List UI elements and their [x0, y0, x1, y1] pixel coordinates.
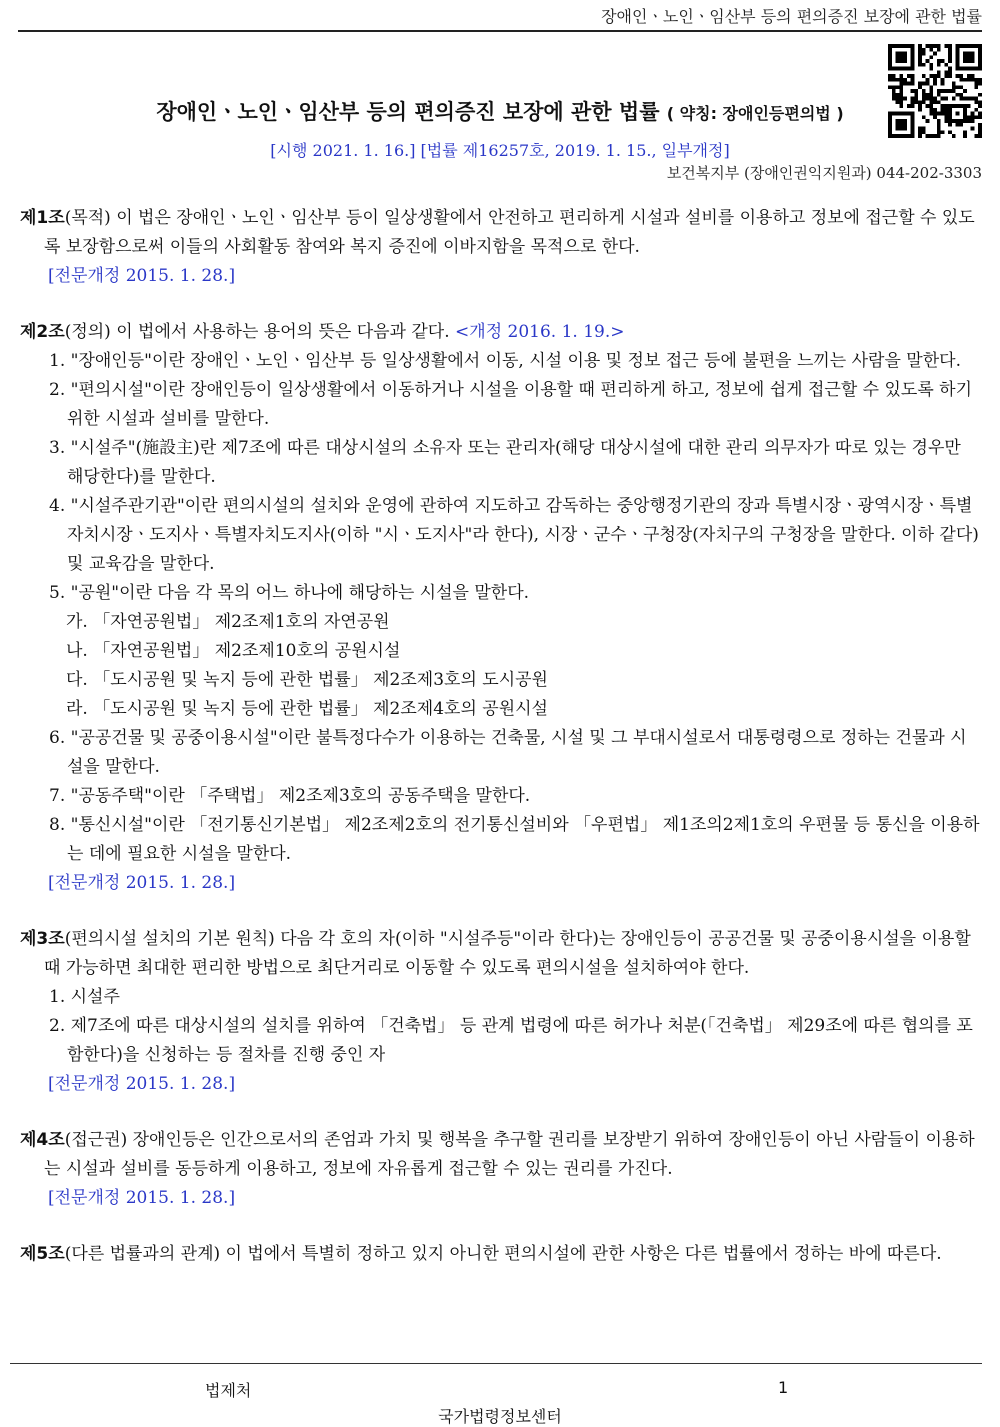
article-item: 6. "공공건물 및 공중이용시설"이란 불특정다수가 이용하는 건축물, 시설 및 그 부대시설로서 대통령령으로 정하는 건물과 시설을 말한다.: [49, 728, 967, 777]
article-body: [20, 925, 982, 983]
article-subitem: 라. 「도시공원 및 녹지 등에 관한 법률」 제2조제4호의 공원시설: [66, 699, 548, 719]
article-item: 8. "통신시설"이란 「전기통신기본법」 제2조제2호의 전기통신설비와 「우편법」 제1조의2제1호의 우편물 등 통신을 이용하는 데에 필요한 시설을 말한다.: [49, 815, 980, 864]
article-number: 제5조: [20, 1244, 65, 1264]
article-note: [전문개정 2015. 1. 28.]: [48, 873, 236, 893]
article-item: 3. "시설주"(施設主)란 제7조에 따른 대상시설의 소유자 또는 관리자(해당 대상시설에 대한 관리 의무자가 따로 있는 경우만 해당한다)를 말한다.: [49, 438, 961, 487]
article-subitem: 가. 「자연공원법」 제2조제1호의 자연공원: [66, 612, 390, 632]
article-2: [20, 318, 982, 898]
article-number: 제2조: [20, 322, 65, 342]
article-item: 5. "공원"이란 다음 각 목의 어느 하나에 해당하는 시설을 말한다.: [49, 583, 530, 603]
law-abbreviation: ( 약칭: 장애인등편의법 ): [666, 104, 844, 123]
article-number: 제1조: [20, 208, 65, 228]
running-header: 장애인ㆍ노인ㆍ임산부 등의 편의증진 보장에 관한 법률: [601, 7, 982, 26]
footer-page-number: 1: [778, 1378, 789, 1397]
article-body: [20, 1126, 982, 1184]
law-title: [0, 96, 1000, 126]
amendment-note: <개정 2016. 1. 19.>: [455, 322, 625, 342]
article-1: [20, 204, 982, 291]
law-ministry-contact: 보건복지부 (장애인권익지원과) 044-202-3303: [666, 164, 982, 182]
footer-center-text: 국가법령정보센터: [438, 1407, 562, 1426]
footer-rule: [10, 1363, 982, 1364]
article-4: [20, 1126, 982, 1213]
article-3: [20, 925, 982, 1099]
article-body: [20, 318, 982, 347]
law-title-text: 장애인ㆍ노인ㆍ임산부 등의 편의증진 보장에 관한 법률: [156, 100, 660, 124]
header-rule: [18, 30, 982, 32]
law-content: [20, 204, 982, 1296]
article-text: (접근권) 장애인등은 인간으로서의 존엄과 가치 및 행복을 추구할 권리를 보장받기 위하여 장애인등이 아닌 사람들이 이용하는 시설과 설비를 동등하게 이용하고, 정보에 자유롭게 접근할 수 있는 권리를 가진다.: [44, 1130, 975, 1179]
article-text: (편의시설 설치의 기본 원칙) 다음 각 호의 자(이하 "시설주등"이라 한다)는 장애인등이 공공건물 및 공중이용시설을 이용할 때 가능하면 최대한 편리한 방법으로 최단거리로 이동할 수 있도록 편의시설을 설치하여야 한다.: [44, 929, 971, 978]
article-note: [전문개정 2015. 1. 28.]: [48, 1074, 236, 1094]
article-body: [20, 204, 982, 262]
article-number: 제3조: [20, 929, 65, 949]
article-subitem: 다. 「도시공원 및 녹지 등에 관한 법률」 제2조제3호의 도시공원: [66, 670, 548, 690]
article-text: (목적) 이 법은 장애인ㆍ노인ㆍ임산부 등이 일상생활에서 안전하고 편리하게 시설과 설비를 이용하고 정보에 접근할 수 있도록 보장함으로써 이들의 사회활동 참여와 복지 증진에 이바지함을 목적으로 한다.: [44, 208, 975, 257]
article-item: 4. "시설주관기관"이란 편의시설의 설치와 운영에 관하여 지도하고 감독하는 중앙행정기관의 장과 특별시장ㆍ광역시장ㆍ특별자치시장ㆍ도지사ㆍ특별자치도지사(이하 "시ㆍ도지사"라 한다), 시장ㆍ군수ㆍ구청장(자치구의 구청장을 말한다. 이하 같다) 및 교육감을 말한다.: [49, 496, 979, 574]
footer-publisher: 법제처: [205, 1381, 252, 1400]
article-subitem: 나. 「자연공원법」 제2조제10호의 공원시설: [66, 641, 401, 661]
article-item: 2. 제7조에 따른 대상시설의 설치를 위하여 「건축법」 등 관계 법령에 따른 허가나 처분(「건축법」 제29조에 따른 협의를 포함한다)을 신청하는 등 절차를 진행 중인 자: [49, 1016, 973, 1065]
article-body: [20, 1240, 982, 1269]
article-text: (다른 법률과의 관계) 이 법에서 특별히 정하고 있지 아니한 편의시설에 관한 사항은 다른 법률에서 정하는 바에 따른다.: [64, 1244, 942, 1264]
article-note: [전문개정 2015. 1. 28.]: [48, 1188, 236, 1208]
article-number: 제4조: [20, 1130, 65, 1150]
article-note: [전문개정 2015. 1. 28.]: [48, 266, 236, 286]
law-enactment-info: [시행 2021. 1. 16.] [법률 제16257호, 2019. 1. 15., 일부개정]: [270, 141, 730, 160]
article-item: 7. "공동주택"이란 「주택법」 제2조제3호의 공동주택을 말한다.: [49, 786, 531, 806]
article-text: (정의) 이 법에서 사용하는 용어의 뜻은 다음과 같다.: [64, 322, 456, 342]
article-5: [20, 1240, 982, 1269]
article-item: 1. 시설주: [49, 987, 120, 1007]
article-item: 1. "장애인등"이란 장애인ㆍ노인ㆍ임산부 등 일상생활에서 이동, 시설 이용 및 정보 접근 등에 불편을 느끼는 사람을 말한다.: [49, 351, 961, 371]
article-item: 2. "편의시설"이란 장애인등이 일상생활에서 이동하거나 시설을 이용할 때 편리하게 하고, 정보에 쉽게 접근할 수 있도록 하기 위한 시설과 설비를 말한다.: [49, 380, 972, 429]
